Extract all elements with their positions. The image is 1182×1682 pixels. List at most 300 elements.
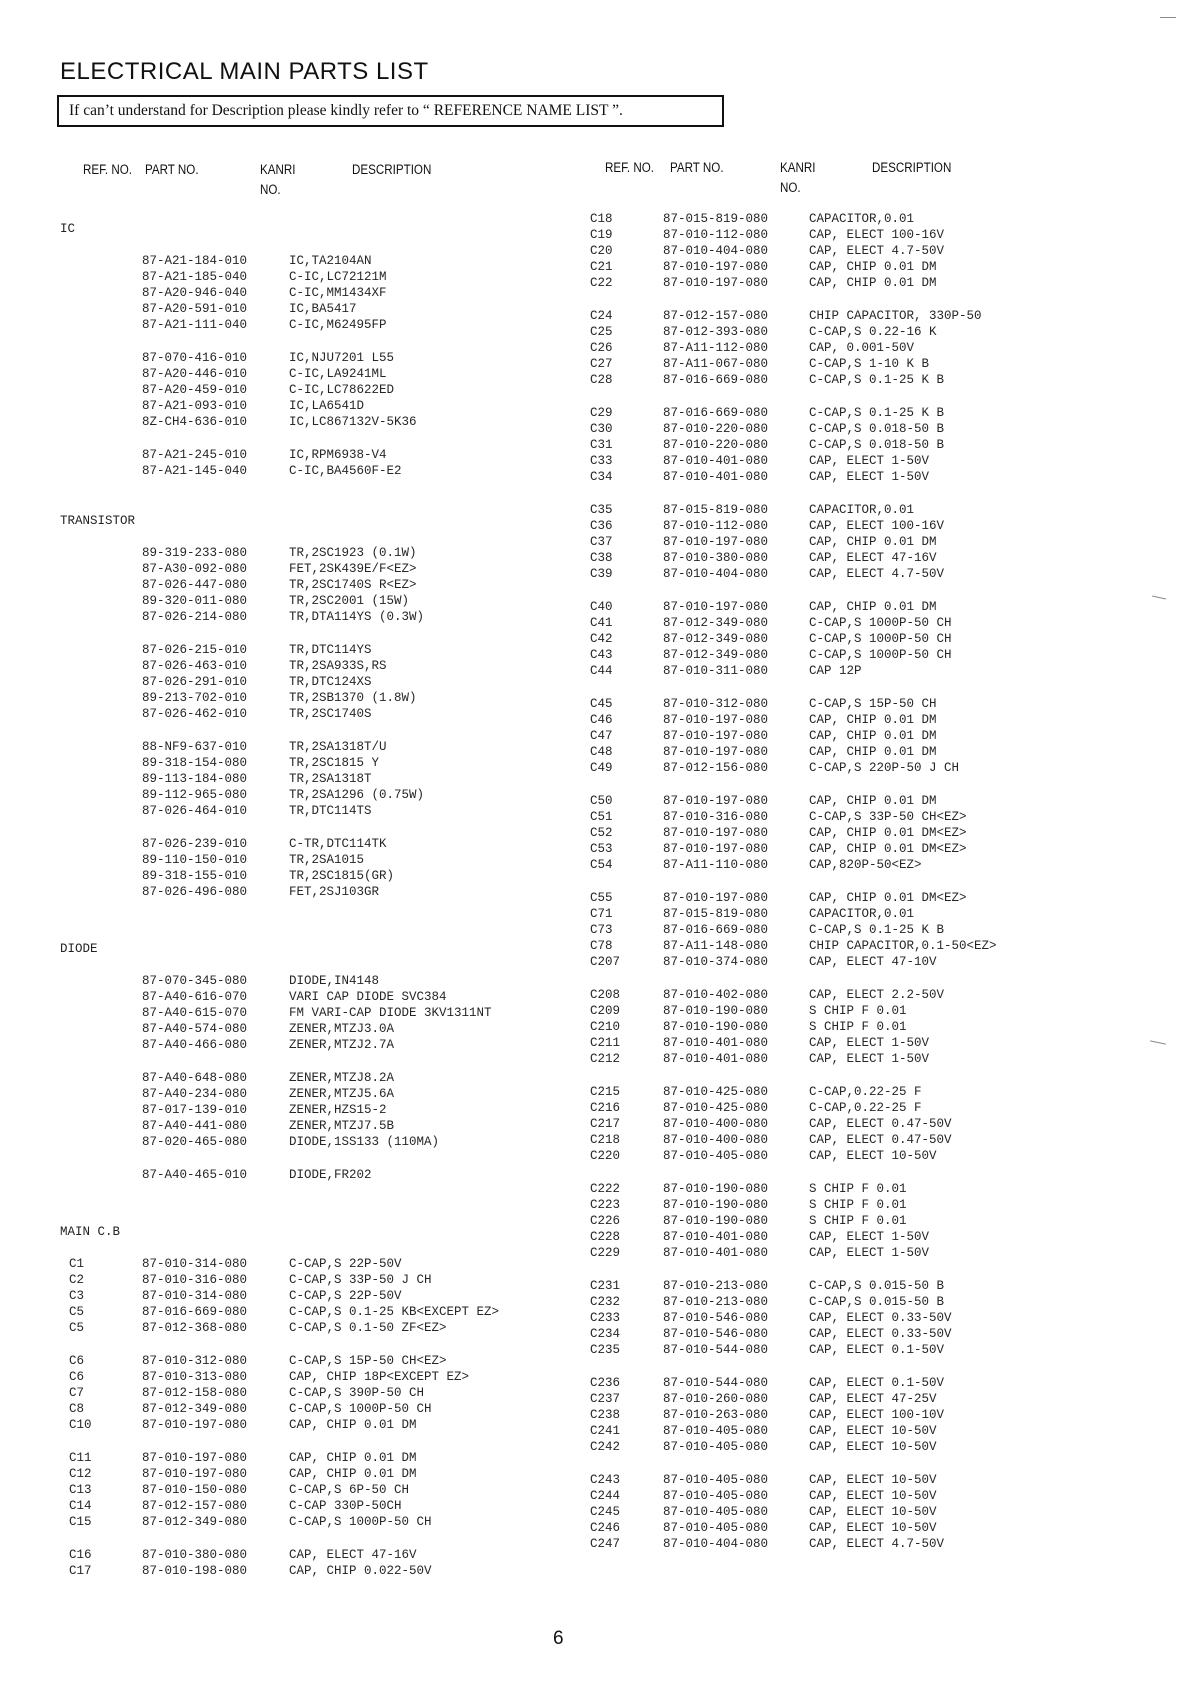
part-no: 87-026-214-080 bbox=[142, 610, 248, 624]
description: S CHIP F 0.01 bbox=[809, 1214, 907, 1228]
ref-no: C237 bbox=[590, 1392, 621, 1406]
part-no: 87-010-380-080 bbox=[663, 551, 769, 565]
description: TR,2SC2001 (15W) bbox=[289, 594, 410, 608]
description: ZENER,MTZJ7.5B bbox=[289, 1119, 395, 1133]
description: S CHIP F 0.01 bbox=[809, 1182, 907, 1196]
description: DIODE,IN4148 bbox=[289, 974, 380, 988]
page-title: ELECTRICAL MAIN PARTS LIST bbox=[60, 58, 429, 85]
part-no: 87-026-239-010 bbox=[142, 837, 248, 851]
description: CAP, CHIP 0.01 DM bbox=[289, 1451, 417, 1465]
section-label: DIODE bbox=[60, 942, 98, 956]
ref-no: C8 bbox=[69, 1402, 85, 1416]
ref-no: C1 bbox=[69, 1257, 85, 1271]
ref-no: C15 bbox=[69, 1515, 92, 1529]
description: CAP, ELECT 10-50V bbox=[809, 1424, 937, 1438]
part-no: 87-010-314-080 bbox=[142, 1289, 248, 1303]
part-no: 87-010-220-080 bbox=[663, 438, 769, 452]
ref-no: C5 bbox=[69, 1321, 85, 1335]
ref-no: C47 bbox=[590, 729, 613, 743]
description: C-CAP,S 1000P-50 CH bbox=[289, 1402, 432, 1416]
part-no: 87-010-405-080 bbox=[663, 1440, 769, 1454]
description: CAP, ELECT 10-50V bbox=[809, 1521, 937, 1535]
description: CAP, ELECT 100-16V bbox=[809, 228, 945, 242]
ref-no: C49 bbox=[590, 761, 613, 775]
part-no: 87-010-380-080 bbox=[142, 1548, 248, 1562]
description: CAP, CHIP 18P<EXCEPT EZ> bbox=[289, 1370, 470, 1384]
part-no: 87-010-425-080 bbox=[663, 1085, 769, 1099]
description: TR,DTA114YS (0.3W) bbox=[289, 610, 425, 624]
part-no: 87-010-312-080 bbox=[142, 1354, 248, 1368]
part-no: 87-010-404-080 bbox=[663, 567, 769, 581]
part-no: 87-A20-946-040 bbox=[142, 286, 248, 300]
ref-no: C53 bbox=[590, 842, 613, 856]
description: C-CAP,S 6P-50 CH bbox=[289, 1483, 410, 1497]
description: C-IC,MM1434XF bbox=[289, 286, 387, 300]
ref-no: C229 bbox=[590, 1246, 621, 1260]
description: C-CAP,S 390P-50 CH bbox=[289, 1386, 425, 1400]
description: CAP,820P-50<EZ> bbox=[809, 858, 922, 872]
part-no: 87-010-197-080 bbox=[663, 535, 769, 549]
part-no: 87-070-416-010 bbox=[142, 351, 248, 365]
description: TR,2SC1815 Y bbox=[289, 756, 380, 770]
description: CAP, ELECT 0.33-50V bbox=[809, 1311, 952, 1325]
margin-mark bbox=[1160, 17, 1176, 18]
reference-note: If can’t understand for Description please kindly refer to “ REFERENCE NAME LIST ”. bbox=[57, 95, 724, 127]
ref-no: C233 bbox=[590, 1311, 621, 1325]
part-no: 87-070-345-080 bbox=[142, 974, 248, 988]
ref-no: C31 bbox=[590, 438, 613, 452]
description: C-CAP,S 0.015-50 B bbox=[809, 1279, 945, 1293]
part-no: 87-010-260-080 bbox=[663, 1392, 769, 1406]
right-header-part: PART NO. bbox=[670, 160, 724, 175]
part-no: 87-010-197-080 bbox=[142, 1451, 248, 1465]
part-no: 87-016-669-080 bbox=[663, 923, 769, 937]
part-no: 87-015-819-080 bbox=[663, 907, 769, 921]
part-no: 87-012-158-080 bbox=[142, 1386, 248, 1400]
description: CAP, ELECT 1-50V bbox=[809, 1052, 930, 1066]
description: CAP, ELECT 47-10V bbox=[809, 955, 937, 969]
part-no: 87-010-197-080 bbox=[663, 842, 769, 856]
part-no: 8Z-CH4-636-010 bbox=[142, 415, 248, 429]
part-no: 87-012-368-080 bbox=[142, 1321, 248, 1335]
right-header-kanri-no: NO. bbox=[780, 180, 801, 195]
section-label: IC bbox=[60, 222, 76, 236]
part-no: 87-010-546-080 bbox=[663, 1311, 769, 1325]
description: TR,2SA1318T bbox=[289, 772, 372, 786]
part-no: 87-026-215-010 bbox=[142, 643, 248, 657]
description: CAP, CHIP 0.01 DM bbox=[809, 794, 937, 808]
ref-no: C38 bbox=[590, 551, 613, 565]
description: ZENER,HZS15-2 bbox=[289, 1103, 387, 1117]
description: C-CAP,S 1000P-50 CH bbox=[809, 632, 952, 646]
ref-no: C34 bbox=[590, 470, 613, 484]
description: C-CAP,S 22P-50V bbox=[289, 1257, 402, 1271]
description: CAP, CHIP 0.01 DM bbox=[289, 1467, 417, 1481]
part-no: 87-A21-245-010 bbox=[142, 448, 248, 462]
part-no: 87-010-405-080 bbox=[663, 1473, 769, 1487]
description: CAP, ELECT 1-50V bbox=[809, 1036, 930, 1050]
part-no: 87-010-313-080 bbox=[142, 1370, 248, 1384]
part-no: 87-A21-093-010 bbox=[142, 399, 248, 413]
ref-no: C247 bbox=[590, 1537, 621, 1551]
part-no: 87-010-404-080 bbox=[663, 1537, 769, 1551]
description: CAP, CHIP 0.01 DM bbox=[809, 260, 937, 274]
description: S CHIP F 0.01 bbox=[809, 1004, 907, 1018]
part-no: 87-A11-148-080 bbox=[663, 939, 769, 953]
ref-no: C226 bbox=[590, 1214, 621, 1228]
part-no: 87-012-349-080 bbox=[663, 616, 769, 630]
ref-no: C222 bbox=[590, 1182, 621, 1196]
description: C-CAP,S 15P-50 CH<EZ> bbox=[289, 1354, 447, 1368]
description: CHIP CAPACITOR,0.1-50<EZ> bbox=[809, 939, 997, 953]
description: CAP 12P bbox=[809, 664, 862, 678]
description: CAPACITOR,0.01 bbox=[809, 212, 915, 226]
left-header-part: PART NO. bbox=[145, 162, 199, 177]
part-no: 87-010-312-080 bbox=[663, 697, 769, 711]
description: TR,DTC114TS bbox=[289, 804, 372, 818]
part-no: 87-010-112-080 bbox=[663, 519, 769, 533]
description: C-TR,DTC114TK bbox=[289, 837, 387, 851]
part-no: 87-A40-465-010 bbox=[142, 1168, 248, 1182]
description: FET,2SJ103GR bbox=[289, 885, 380, 899]
description: CAP, CHIP 0.01 DM<EZ> bbox=[809, 826, 967, 840]
description: TR,2SB1370 (1.8W) bbox=[289, 691, 417, 705]
description: C-CAP,S 33P-50 CH<EZ> bbox=[809, 810, 967, 824]
part-no: 87-A21-111-040 bbox=[142, 318, 248, 332]
part-no: 87-010-197-080 bbox=[663, 260, 769, 274]
ref-no: C29 bbox=[590, 406, 613, 420]
ref-no: C40 bbox=[590, 600, 613, 614]
part-no: 87-010-197-080 bbox=[142, 1467, 248, 1481]
ref-no: C234 bbox=[590, 1327, 621, 1341]
part-no: 87-010-197-080 bbox=[663, 745, 769, 759]
part-no: 87-012-349-080 bbox=[663, 648, 769, 662]
part-no: 87-026-464-010 bbox=[142, 804, 248, 818]
description: TR,2SC1815(GR) bbox=[289, 869, 395, 883]
description: CAP, CHIP 0.01 DM bbox=[289, 1418, 417, 1432]
description: CAP, ELECT 4.7-50V bbox=[809, 1537, 945, 1551]
part-no: 87-A21-185-040 bbox=[142, 270, 248, 284]
description: IC,TA2104AN bbox=[289, 254, 372, 268]
description: ZENER,MTZJ3.0A bbox=[289, 1022, 395, 1036]
ref-no: C6 bbox=[69, 1354, 85, 1368]
part-no: 87-010-544-080 bbox=[663, 1343, 769, 1357]
ref-no: C44 bbox=[590, 664, 613, 678]
description: IC,NJU7201 L55 bbox=[289, 351, 395, 365]
ref-no: C216 bbox=[590, 1101, 621, 1115]
part-no: 87-010-112-080 bbox=[663, 228, 769, 242]
ref-no: C7 bbox=[69, 1386, 85, 1400]
part-no: 87-010-197-080 bbox=[142, 1418, 248, 1432]
description: TR,2SA1015 bbox=[289, 853, 365, 867]
description: C-CAP,S 0.015-50 B bbox=[809, 1295, 945, 1309]
ref-no: C22 bbox=[590, 276, 613, 290]
right-header-desc: DESCRIPTION bbox=[872, 160, 952, 175]
ref-no: C11 bbox=[69, 1451, 92, 1465]
part-no: 89-319-233-080 bbox=[142, 546, 248, 560]
ref-no: C52 bbox=[590, 826, 613, 840]
description: CAP, CHIP 0.01 DM bbox=[809, 729, 937, 743]
description: CAP, ELECT 4.7-50V bbox=[809, 244, 945, 258]
description: CAP, CHIP 0.022-50V bbox=[289, 1564, 432, 1578]
ref-no: C46 bbox=[590, 713, 613, 727]
ref-no: C212 bbox=[590, 1052, 621, 1066]
ref-no: C223 bbox=[590, 1198, 621, 1212]
part-no: 87-026-462-010 bbox=[142, 707, 248, 721]
ref-no: C37 bbox=[590, 535, 613, 549]
part-no: 87-010-405-080 bbox=[663, 1521, 769, 1535]
part-no: 89-110-150-010 bbox=[142, 853, 248, 867]
part-no: 89-318-155-010 bbox=[142, 869, 248, 883]
section-label: TRANSISTOR bbox=[60, 514, 136, 528]
description: TR,2SC1740S R<EZ> bbox=[289, 578, 417, 592]
ref-no: C78 bbox=[590, 939, 613, 953]
ref-no: C39 bbox=[590, 567, 613, 581]
ref-no: C45 bbox=[590, 697, 613, 711]
part-no: 87-010-405-080 bbox=[663, 1424, 769, 1438]
part-no: 87-012-157-080 bbox=[663, 309, 769, 323]
part-no: 87-010-190-080 bbox=[663, 1004, 769, 1018]
ref-no: C242 bbox=[590, 1440, 621, 1454]
description: S CHIP F 0.01 bbox=[809, 1198, 907, 1212]
part-no: 87-026-463-010 bbox=[142, 659, 248, 673]
description: CAP, CHIP 0.01 DM bbox=[809, 713, 937, 727]
description: C-CAP,S 1000P-50 CH bbox=[809, 616, 952, 630]
ref-no: C236 bbox=[590, 1376, 621, 1390]
description: C-CAP,0.22-25 F bbox=[809, 1101, 922, 1115]
right-header-kanri: KANRI bbox=[780, 160, 816, 175]
ref-no: C244 bbox=[590, 1489, 621, 1503]
ref-no: C210 bbox=[590, 1020, 621, 1034]
ref-no: C33 bbox=[590, 454, 613, 468]
description: TR,2SC1923 (0.1W) bbox=[289, 546, 417, 560]
description: C-CAP,S 0.018-50 B bbox=[809, 422, 945, 436]
part-no: 87-010-190-080 bbox=[663, 1020, 769, 1034]
ref-no: C30 bbox=[590, 422, 613, 436]
description: C-IC,LC78622ED bbox=[289, 383, 395, 397]
description: CAPACITOR,0.01 bbox=[809, 907, 915, 921]
part-no: 87-010-401-080 bbox=[663, 1052, 769, 1066]
ref-no: C12 bbox=[69, 1467, 92, 1481]
part-no: 87-A20-459-010 bbox=[142, 383, 248, 397]
description: C-CAP,S 33P-50 J CH bbox=[289, 1273, 432, 1287]
part-no: 87-010-150-080 bbox=[142, 1483, 248, 1497]
part-no: 87-010-405-080 bbox=[663, 1505, 769, 1519]
description: TR,DTC114YS bbox=[289, 643, 372, 657]
description: CAP, ELECT 1-50V bbox=[809, 1230, 930, 1244]
ref-no: C5 bbox=[69, 1305, 85, 1319]
part-no: 87-015-819-080 bbox=[663, 212, 769, 226]
ref-no: C27 bbox=[590, 357, 613, 371]
part-no: 87-A11-067-080 bbox=[663, 357, 769, 371]
description: DIODE,1SS133 (110MA) bbox=[289, 1135, 440, 1149]
ref-no: C220 bbox=[590, 1149, 621, 1163]
description: CAP, ELECT 1-50V bbox=[809, 470, 930, 484]
part-no: 87-010-402-080 bbox=[663, 988, 769, 1002]
ref-no: C246 bbox=[590, 1521, 621, 1535]
description: CAP, ELECT 100-16V bbox=[809, 519, 945, 533]
description: IC,LC867132V-5K36 bbox=[289, 415, 417, 429]
description: CAP, ELECT 10-50V bbox=[809, 1149, 937, 1163]
ref-no: C235 bbox=[590, 1343, 621, 1357]
part-no: 87-010-544-080 bbox=[663, 1376, 769, 1390]
ref-no: C207 bbox=[590, 955, 621, 969]
part-no: 87-A40-466-080 bbox=[142, 1038, 248, 1052]
part-no: 87-010-314-080 bbox=[142, 1257, 248, 1271]
part-no: 87-020-465-080 bbox=[142, 1135, 248, 1149]
part-no: 87-012-349-080 bbox=[142, 1515, 248, 1529]
ref-no: C243 bbox=[590, 1473, 621, 1487]
ref-no: C10 bbox=[69, 1418, 92, 1432]
ref-no: C48 bbox=[590, 745, 613, 759]
description: CAP, ELECT 100-10V bbox=[809, 1408, 945, 1422]
part-no: 87-010-316-080 bbox=[142, 1273, 248, 1287]
part-no: 87-012-349-080 bbox=[663, 632, 769, 646]
part-no: 87-010-401-080 bbox=[663, 454, 769, 468]
part-no: 87-016-669-080 bbox=[142, 1305, 248, 1319]
description: C-CAP,S 0.1-25 K B bbox=[809, 406, 945, 420]
description: DIODE,FR202 bbox=[289, 1168, 372, 1182]
description: CAP, ELECT 1-50V bbox=[809, 1246, 930, 1260]
ref-no: C73 bbox=[590, 923, 613, 937]
description: S CHIP F 0.01 bbox=[809, 1020, 907, 1034]
part-no: 87-A40-574-080 bbox=[142, 1022, 248, 1036]
ref-no: C241 bbox=[590, 1424, 621, 1438]
ref-no: C43 bbox=[590, 648, 613, 662]
part-no: 89-320-011-080 bbox=[142, 594, 248, 608]
part-no: 87-015-819-080 bbox=[663, 503, 769, 517]
description: TR,DTC124XS bbox=[289, 675, 372, 689]
description: CAP, 0.001-50V bbox=[809, 341, 915, 355]
ref-no: C42 bbox=[590, 632, 613, 646]
part-no: 87-A20-591-010 bbox=[142, 302, 248, 316]
description: C-IC,LC72121M bbox=[289, 270, 387, 284]
description: C-CAP,S 0.1-25 K B bbox=[809, 373, 945, 387]
part-no: 87-010-401-080 bbox=[663, 1246, 769, 1260]
description: C-IC,M62495FP bbox=[289, 318, 387, 332]
ref-no: C18 bbox=[590, 212, 613, 226]
description: TR,2SA1296 (0.75W) bbox=[289, 788, 425, 802]
ref-no: C3 bbox=[69, 1289, 85, 1303]
part-no: 87-010-401-080 bbox=[663, 470, 769, 484]
part-no: 89-318-154-080 bbox=[142, 756, 248, 770]
part-no: 89-113-184-080 bbox=[142, 772, 248, 786]
part-no: 87-010-190-080 bbox=[663, 1198, 769, 1212]
part-no: 87-010-190-080 bbox=[663, 1182, 769, 1196]
description: C-CAP,S 22P-50V bbox=[289, 1289, 402, 1303]
description: C-CAP 330P-50CH bbox=[289, 1499, 402, 1513]
section-label: MAIN C.B bbox=[60, 1225, 121, 1239]
part-no: 87-012-349-080 bbox=[142, 1402, 248, 1416]
ref-no: C211 bbox=[590, 1036, 621, 1050]
part-no: 87-010-400-080 bbox=[663, 1117, 769, 1131]
ref-no: C16 bbox=[69, 1548, 92, 1562]
part-no: 87-012-393-080 bbox=[663, 325, 769, 339]
ref-no: C35 bbox=[590, 503, 613, 517]
description: C-CAP,S 220P-50 J CH bbox=[809, 761, 960, 775]
part-no: 87-010-197-080 bbox=[663, 826, 769, 840]
part-no: 87-010-197-080 bbox=[663, 729, 769, 743]
part-no: 87-A40-616-070 bbox=[142, 990, 248, 1004]
ref-no: C238 bbox=[590, 1408, 621, 1422]
part-no: 87-010-425-080 bbox=[663, 1101, 769, 1115]
part-no: 87-A40-648-080 bbox=[142, 1071, 248, 1085]
part-no: 87-017-139-010 bbox=[142, 1103, 248, 1117]
part-no: 87-A40-441-080 bbox=[142, 1119, 248, 1133]
description: ZENER,MTZJ5.6A bbox=[289, 1087, 395, 1101]
part-no: 87-026-496-080 bbox=[142, 885, 248, 899]
description: VARI CAP DIODE SVC384 bbox=[289, 990, 447, 1004]
part-no: 87-010-213-080 bbox=[663, 1295, 769, 1309]
description: ZENER,MTZJ8.2A bbox=[289, 1071, 395, 1085]
description: CAP, ELECT 2.2-50V bbox=[809, 988, 945, 1002]
description: IC,RPM6938-V4 bbox=[289, 448, 387, 462]
description: CAP, ELECT 0.1-50V bbox=[809, 1343, 945, 1357]
ref-no: C6 bbox=[69, 1370, 85, 1384]
ref-no: C50 bbox=[590, 794, 613, 808]
ref-no: C20 bbox=[590, 244, 613, 258]
ref-no: C41 bbox=[590, 616, 613, 630]
description: CAP, ELECT 10-50V bbox=[809, 1489, 937, 1503]
margin-mark bbox=[1150, 1040, 1166, 1044]
left-header-ref: REF. NO. bbox=[83, 162, 133, 177]
part-no: 87-010-190-080 bbox=[663, 1214, 769, 1228]
ref-no: C36 bbox=[590, 519, 613, 533]
description: C-CAP,S 0.018-50 B bbox=[809, 438, 945, 452]
ref-no: C25 bbox=[590, 325, 613, 339]
part-no: 87-016-669-080 bbox=[663, 373, 769, 387]
description: CAP, ELECT 0.47-50V bbox=[809, 1117, 952, 1131]
part-no: 87-A21-145-040 bbox=[142, 464, 248, 478]
description: CAP, ELECT 0.1-50V bbox=[809, 1376, 945, 1390]
ref-no: C2 bbox=[69, 1273, 85, 1287]
description: CHIP CAPACITOR, 330P-50 bbox=[809, 309, 982, 323]
ref-no: C71 bbox=[590, 907, 613, 921]
ref-no: C228 bbox=[590, 1230, 621, 1244]
description: ZENER,MTZJ2.7A bbox=[289, 1038, 395, 1052]
part-no: 87-A21-184-010 bbox=[142, 254, 248, 268]
description: CAP, ELECT 0.33-50V bbox=[809, 1327, 952, 1341]
part-no: 87-010-213-080 bbox=[663, 1279, 769, 1293]
part-no: 87-A11-112-080 bbox=[663, 341, 769, 355]
part-no: 87-012-157-080 bbox=[142, 1499, 248, 1513]
description: CAP, ELECT 10-50V bbox=[809, 1505, 937, 1519]
ref-no: C19 bbox=[590, 228, 613, 242]
description: CAP, CHIP 0.01 DM bbox=[809, 535, 937, 549]
ref-no: C208 bbox=[590, 988, 621, 1002]
part-no: 87-010-405-080 bbox=[663, 1489, 769, 1503]
right-header-ref: REF. NO. bbox=[605, 160, 655, 175]
description: CAP, ELECT 1-50V bbox=[809, 454, 930, 468]
part-no: 89-213-702-010 bbox=[142, 691, 248, 705]
part-no: 87-010-401-080 bbox=[663, 1230, 769, 1244]
description: C-CAP,S 0.22-16 K bbox=[809, 325, 937, 339]
part-no: 87-012-156-080 bbox=[663, 761, 769, 775]
description: C-CAP,S 0.1-50 ZF<EZ> bbox=[289, 1321, 447, 1335]
part-no: 87-010-316-080 bbox=[663, 810, 769, 824]
ref-no: C215 bbox=[590, 1085, 621, 1099]
part-no: 87-010-405-080 bbox=[663, 1149, 769, 1163]
description: C-CAP,S 1000P-50 CH bbox=[809, 648, 952, 662]
description: C-IC,LA9241ML bbox=[289, 367, 387, 381]
description: CAPACITOR,0.01 bbox=[809, 503, 915, 517]
description: IC,LA6541D bbox=[289, 399, 365, 413]
ref-no: C209 bbox=[590, 1004, 621, 1018]
description: C-CAP,S 15P-50 CH bbox=[809, 697, 937, 711]
part-no: 87-010-197-080 bbox=[663, 794, 769, 808]
part-no: 87-016-669-080 bbox=[663, 406, 769, 420]
ref-no: C232 bbox=[590, 1295, 621, 1309]
